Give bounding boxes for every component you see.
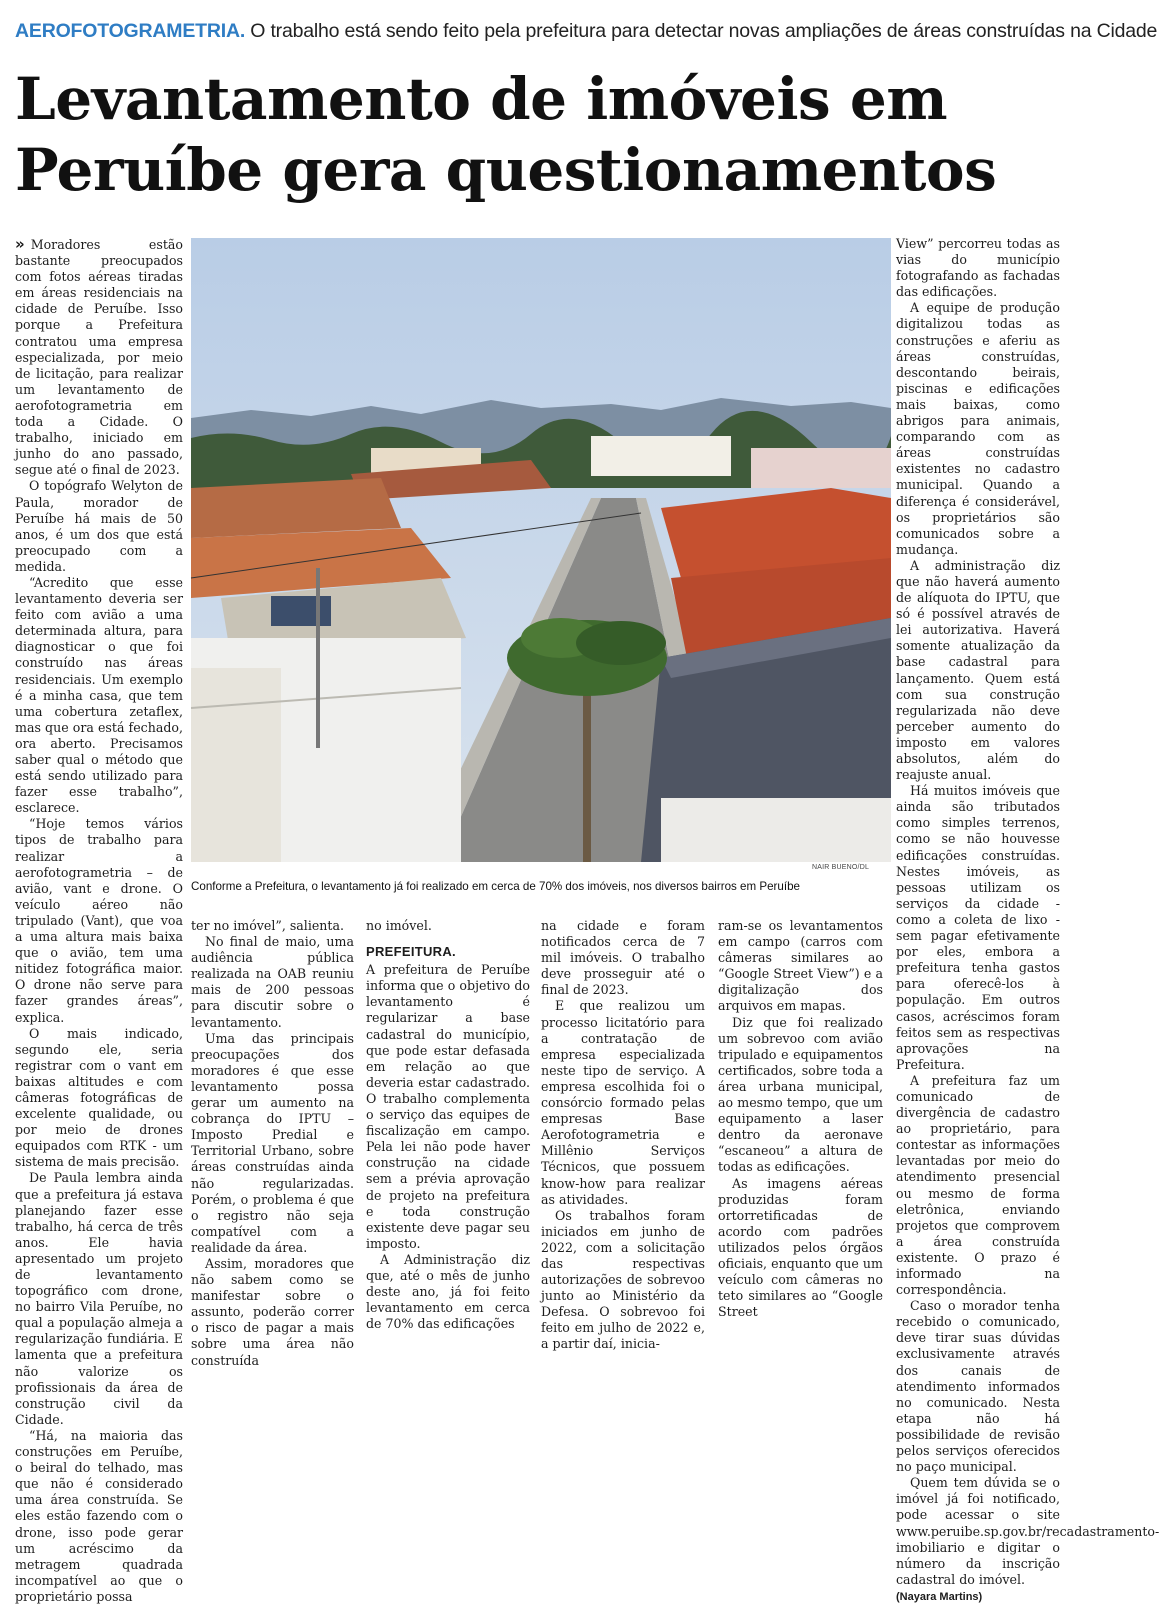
paragraph [896,1588,1060,1605]
paragraph: » Moradores estão bastante preocupados com fotos aéreas tiradas em áreas residenciais na cidade de Peruíbe. Isso porque a Prefeitura contratou uma empresa especializada, por meio de licitação, para realizar um levantamento de aerofotogrametria em toda a Cidade. O trabalho, iniciado em junho do ano passado, segue até o final de 2023. [15,235,183,478]
article-column-4 [541,918,705,1353]
headline-line-2: Peruíbe gera questionamentos [15,136,997,204]
byline: (Nayara Martins) [896,1590,983,1603]
paragraph: ter no imóvel”, salienta. [191,918,344,933]
kicker [15,18,1158,44]
paragraph: Os trabalhos foram iniciados em junho de 2022, com a solicitação das respectivas autorizações de sobrevoo junto ao Ministério da Defesa. O sobrevoo foi feito em julho de 2022 e, a partir daí, inicia- [541,1207,705,1352]
kicker-text: O trabalho está sendo feito pela prefeitura para detectar novas ampliações de áreas construídas na Cidade [250,20,1158,42]
article-column-2 [191,918,354,1369]
paragraph: Diz que foi realizado um sobrevoo com avião tripulado e equipamentos certificados, sobre toda a área urbana municipal, ao mesmo tempo, que um equipamento a laser dentro da aeronave “escaneou” a altura de todas as edificações. [718,1014,883,1175]
paragraph: A prefeitura faz um comunicado de divergência de cadastro ao proprietário, para contestar as informações levantadas por meio do atendimento presencial ou mesmo de forma eletrônica, enviando projetos que comprovem a área construída existente. O prazo é informado na correspondência. [896,1072,1060,1298]
paragraph: “Há, na maioria das construções em Peruíbe, o beiral do telhado, mas que não é considerado uma área construída. Se eles estão fazendo com o drone, isso pode gerar um acréscimo da metragem quadrada incompatível ao que o proprietário possa [15,1427,183,1604]
paragraph: O mais indicado, segundo ele, seria registrar com o vant em baixas altitudes e com câmeras fotográficas de excelente qualidade, ou por meio de drones equipados com RTK - um sistema de mais precisão. [15,1025,183,1170]
chevron-right-icon: » [15,235,25,253]
paragraph: O topógrafo Welyton de Paula, morador de Peruíbe há mais de 50 anos, é um dos que está preocupado com a medida. [15,478,183,574]
article-photo [191,238,891,862]
article-column-6 [896,236,1159,1605]
paragraph: Caso o morador tenha recebido o comunicado, deve tirar suas dúvidas exclusivamente através dos canais de atendimento informados no comunicado. Nesta etapa não há possibilidade de revisão pelos serviços oferecidos no paço municipal. [896,1298,1060,1475]
article-column-3 [366,918,530,1332]
paragraph: Quem tem dúvida se o imóvel já foi notificado, pode acessar o site www.peruibe.sp.gov.br/recadastramento-imobiliario e digitar o número da inscrição cadastral do imóvel. [896,1475,1159,1587]
paragraph: No final de maio, uma audiência pública realizada na OAB reuniu mais de 200 pessoas para discutir sobre o levantamento. [191,934,354,1030]
paragraph: A equipe de produção digitalizou todas as construções e aferiu as áreas construídas, descontando beirais, piscinas e edificações mais baixas, como abrigos para animais, comparando com as áreas construídas existentes no cadastro municipal. Quando a diferença é considerável, os proprietários são comunicados sobre a mudança. [896,300,1060,557]
paragraph: A Administração diz que, até o mês de junho deste ano, já foi feito levantamento em cerca de 70% das edificações [366,1251,530,1332]
paragraph: “Acredito que esse levantamento deveria ser feito com avião a uma determinada altura, para diagnosticar o que foi construído nas áreas residenciais. Um exemplo é a minha casa, que tem uma cobertura zetaflex, mas que ora está fechado, ora aberto. Precisamos saber qual o método que está sendo utilizado para fazer esse trabalho”, esclarece. [15,574,183,816]
kicker-tag: AEROFOTOGRAMETRIA. [15,20,246,42]
paragraph: A administração diz que não haverá aumento de alíquota do IPTU, que só é possível através de lei autorizativa. Haverá somente atualização da base cadastral para lançamento. Quem está com sua construção regularizada não deve perceber aumento do imposto em valores absolutos, além do reajuste anual. [896,557,1060,783]
paragraph: De Paula lembra ainda que a prefeitura já estava planejando fazer esse trabalho, há cerca de três anos. Ele havia apresentado um projeto de levantamento topográfico com drone, no bairro Vila Peruíbe, no qual a população almeja a regularização fundiária. E lamenta que a prefeitura não valorize os profissionais da área de construção civil da Cidade. [15,1170,183,1427]
paragraph: Há muitos imóveis que ainda são tributados como simples terrenos, como se não houvesse edificações construídas. Nestes imóveis, as pessoas utilizam os serviços da cidade - como a coleta de lixo - sem pagar efetivamente por eles, embora a prefeitura tenha gastos para oferecê-los à população. Em outros casos, acréscimos foram feitos sem as respectivas aprovações na Prefeitura. [896,783,1060,1072]
paragraph: Uma das principais preocupações dos moradores é que esse levantamento possa gerar um aumento na cobrança do IPTU – Imposto Predial e Territorial Urbano, sobre áreas construídas ainda não regularizadas. Porém, o problema é que o registro não seja compatível com a realidade da área. [191,1030,354,1255]
article-column-5 [718,918,883,1320]
headline-line-1: Levantamento de imóveis em [15,65,948,133]
paragraph: “Hoje temos vários tipos de trabalho para realizar a aerofotogrametria – de avião, vant e drone. O veículo aéreo não tripulado (Vant), que voa a uma altura mais baixa que o avião, tem uma nitidez fotográfica maior. O drone não serve para fazer grandes áreas”, explica. [15,816,183,1025]
paragraph: E que realizou um processo licitatório para a contratação de empresa especializada neste tipo de serviço. A empresa escolhida foi o consórcio formado pelas empresas Base Aerofotogrametria e Millênio Serviços Técnicos, que possuem know-how para realizar as atividades. [541,998,705,1207]
paragraph: A prefeitura de Peruíbe informa que o objetivo do levantamento é regularizar a base cadastral do município, que pode estar defasada em relação ao que deveria estar cadastrado. O trabalho complementa o serviço das equipes de fiscalização em campo. Pela lei não pode haver construção na cidade sem a prévia aprovação de projeto na prefeitura e toda construção existente deve pagar seu imposto. [366,962,530,1251]
paragraph: Assim, moradores que não sabem como se manifestar sobre o assunto, poderão correr o risco de pagar a mais sobre uma área não construída [191,1255,354,1368]
photo-caption: Conforme a Prefeitura, o levantamento já foi realizado em cerca de 70% dos imóveis, nos diversos bairros em Peruíbe [191,880,800,893]
paragraph: na cidade e foram notificados cerca de 7 mil imóveis. O trabalho deve prosseguir até o final de 2023. [541,918,705,998]
paragraph: no imóvel. [366,918,432,933]
paragraph: As imagens aéreas produzidas foram ortorretificadas de acordo com padrões utilizados pelos órgãos oficiais, enquanto que um veículo com câmeras no teto similares ao “Google Street [718,1175,883,1320]
photo-credit: NAIR BUENO/DL [812,864,870,871]
section-subhead: PREFEITURA. [366,944,456,960]
paragraph: ram-se os levantamentos em campo (carros com câmeras similares ao “Google Street View”) e a digitalização dos arquivos em mapas. [718,918,883,1014]
paragraph: View” percorreu todas as vias do município fotografando as fachadas das edificações. [896,236,1060,300]
headline [15,64,1065,206]
article-column-1 [15,236,183,1605]
